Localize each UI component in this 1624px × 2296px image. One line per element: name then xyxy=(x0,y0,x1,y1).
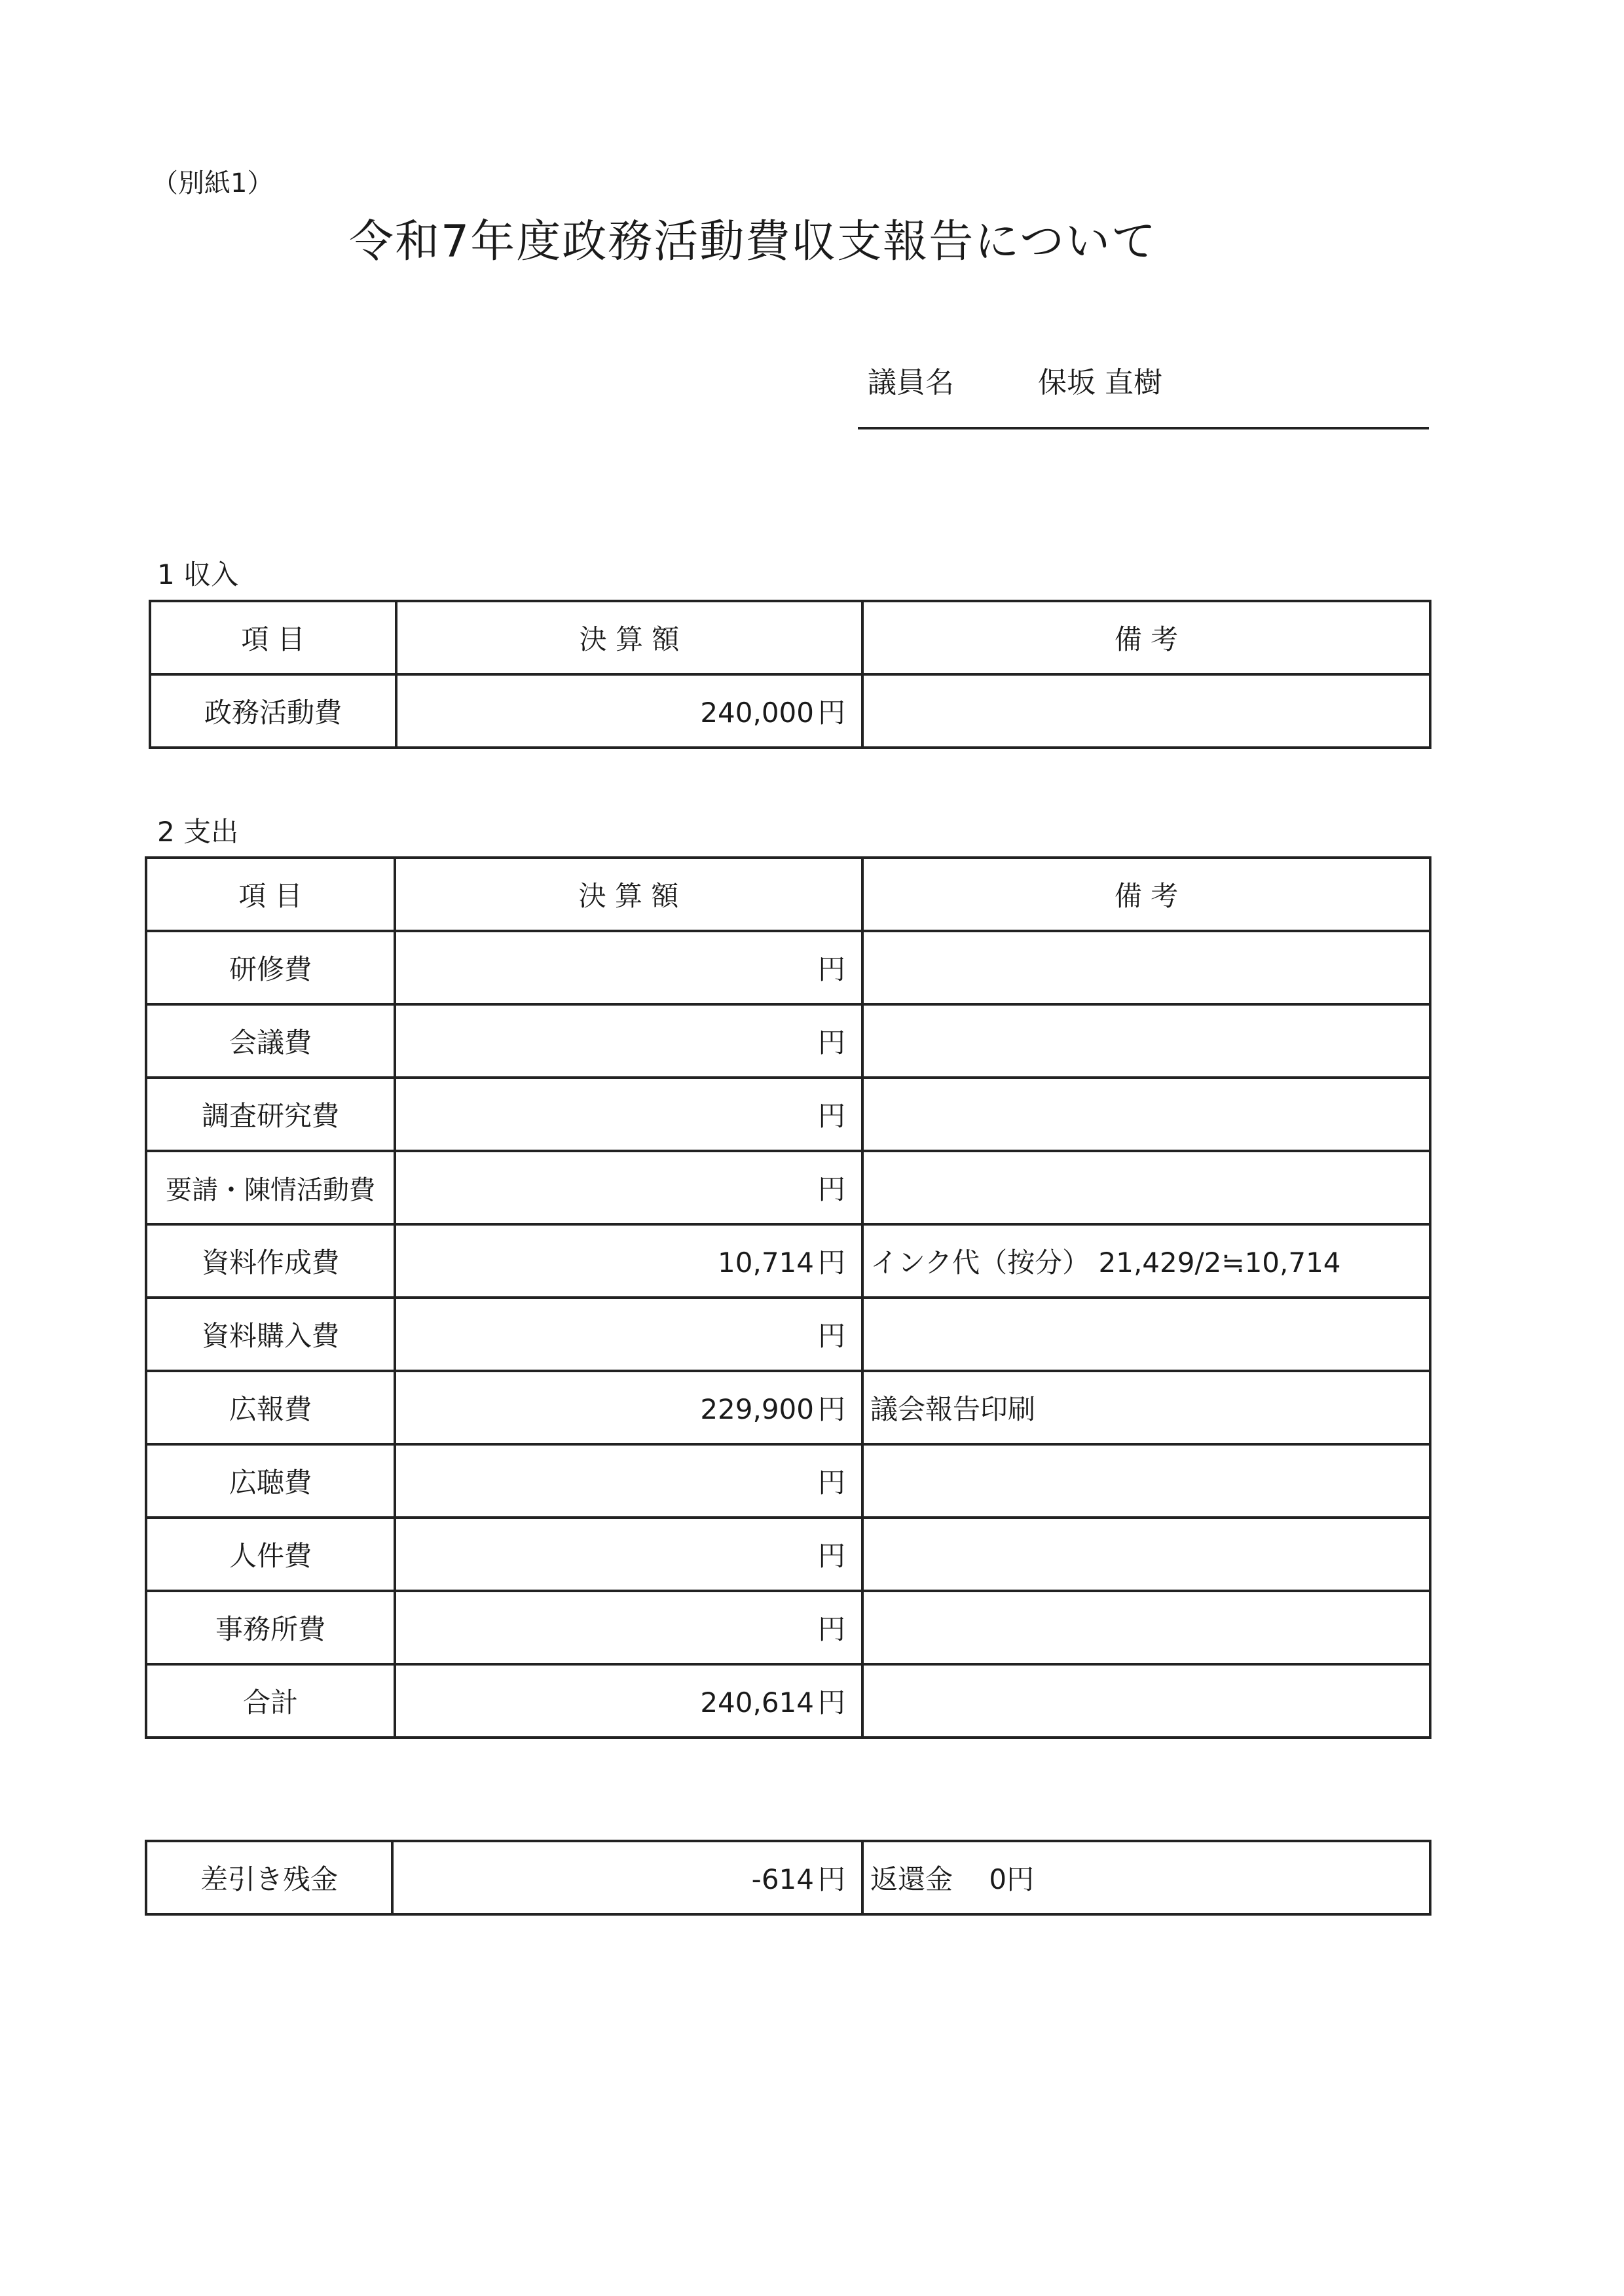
expense-item: 広報費 xyxy=(146,1371,395,1444)
income-heading: 1 収入 xyxy=(157,558,239,591)
balance-table xyxy=(145,1840,1431,1916)
expense-amount xyxy=(395,931,862,1004)
income-header-row xyxy=(150,601,1430,674)
expense-amount xyxy=(395,1591,862,1664)
sheet-label: （別紙1） xyxy=(152,168,274,198)
expense-col-amount: 決 算 額 xyxy=(395,858,862,931)
yen-unit: 円 xyxy=(817,1320,845,1352)
table-row xyxy=(146,1591,1430,1664)
expense-amount xyxy=(395,1224,862,1298)
table-row xyxy=(146,1298,1430,1371)
expense-amount xyxy=(395,1664,862,1738)
expense-item: 広聴費 xyxy=(146,1444,395,1518)
expense-item: 資料購入費 xyxy=(146,1298,395,1371)
member-name: 保坂 直樹 xyxy=(1038,366,1162,399)
expense-note xyxy=(862,1591,1430,1664)
expense-table xyxy=(145,856,1431,1739)
table-row xyxy=(146,1151,1430,1224)
yen-unit: 円 xyxy=(817,1173,845,1205)
table-row xyxy=(146,1078,1430,1151)
yen-unit: 円 xyxy=(817,953,845,985)
expense-note xyxy=(862,1664,1430,1738)
yen-unit: 円 xyxy=(817,697,845,729)
yen-unit: 円 xyxy=(817,1100,845,1132)
balance-amount xyxy=(392,1841,862,1914)
expense-item: 調査研究費 xyxy=(146,1078,395,1151)
expense-amount xyxy=(395,1151,862,1224)
yen-unit: 円 xyxy=(817,1540,845,1572)
table-row xyxy=(146,1371,1430,1444)
expense-note xyxy=(862,1004,1430,1078)
amount-value: 10,714 xyxy=(718,1247,814,1279)
expense-amount xyxy=(395,1518,862,1591)
amount-value: 240,614 xyxy=(700,1686,814,1719)
expense-note: インク代（按分） 21,429/2≒10,714 xyxy=(862,1224,1430,1298)
table-row xyxy=(146,1518,1430,1591)
table-row xyxy=(146,931,1430,1004)
expense-note xyxy=(862,1078,1430,1151)
table-row xyxy=(146,1841,1430,1914)
income-col-item: 項 目 xyxy=(150,601,396,674)
expense-note xyxy=(862,1151,1430,1224)
expense-item: 要請・陳情活動費 xyxy=(146,1151,395,1224)
amount-value: -614 xyxy=(751,1863,814,1895)
expense-note xyxy=(862,931,1430,1004)
expense-item: 研修費 xyxy=(146,931,395,1004)
yen-unit: 円 xyxy=(817,1027,845,1059)
expense-col-item: 項 目 xyxy=(146,858,395,931)
member-underline xyxy=(858,427,1429,429)
expense-amount xyxy=(395,1004,862,1078)
yen-unit: 円 xyxy=(817,1393,845,1425)
income-col-amount: 決 算 額 xyxy=(396,601,862,674)
page-title: 令和7年度政務活動費収支報告について xyxy=(349,216,1157,268)
income-note xyxy=(862,674,1430,748)
expense-item: 人件費 xyxy=(146,1518,395,1591)
expense-amount xyxy=(395,1078,862,1151)
income-col-note: 備 考 xyxy=(862,601,1430,674)
table-row xyxy=(146,1444,1430,1518)
income-table xyxy=(149,600,1431,749)
balance-item: 差引き残金 xyxy=(146,1841,392,1914)
expense-amount xyxy=(395,1298,862,1371)
yen-unit: 円 xyxy=(817,1613,845,1645)
expense-amount xyxy=(395,1371,862,1444)
table-row xyxy=(146,1004,1430,1078)
income-amount xyxy=(396,674,862,748)
expense-col-note: 備 考 xyxy=(862,858,1430,931)
expense-note xyxy=(862,1518,1430,1591)
yen-unit: 円 xyxy=(817,1247,845,1279)
table-row xyxy=(146,1664,1430,1738)
amount-value: 240,000 xyxy=(700,697,814,729)
expense-note xyxy=(862,1444,1430,1518)
expense-item: 事務所費 xyxy=(146,1591,395,1664)
balance-note: 返還金 0円 xyxy=(862,1841,1430,1914)
income-item: 政務活動費 xyxy=(150,674,396,748)
yen-unit: 円 xyxy=(817,1467,845,1499)
expense-item: 会議費 xyxy=(146,1004,395,1078)
table-row xyxy=(150,674,1430,748)
expense-amount xyxy=(395,1444,862,1518)
expense-item: 資料作成費 xyxy=(146,1224,395,1298)
expense-item: 合計 xyxy=(146,1664,395,1738)
member-label: 議員名 xyxy=(868,366,954,399)
yen-unit: 円 xyxy=(817,1686,845,1719)
expense-heading: 2 支出 xyxy=(157,816,239,848)
expense-note xyxy=(862,1298,1430,1371)
yen-unit: 円 xyxy=(817,1863,845,1895)
table-row xyxy=(146,1224,1430,1298)
expense-header-row xyxy=(146,858,1430,931)
expense-note: 議会報告印刷 xyxy=(862,1371,1430,1444)
amount-value: 229,900 xyxy=(700,1393,814,1425)
